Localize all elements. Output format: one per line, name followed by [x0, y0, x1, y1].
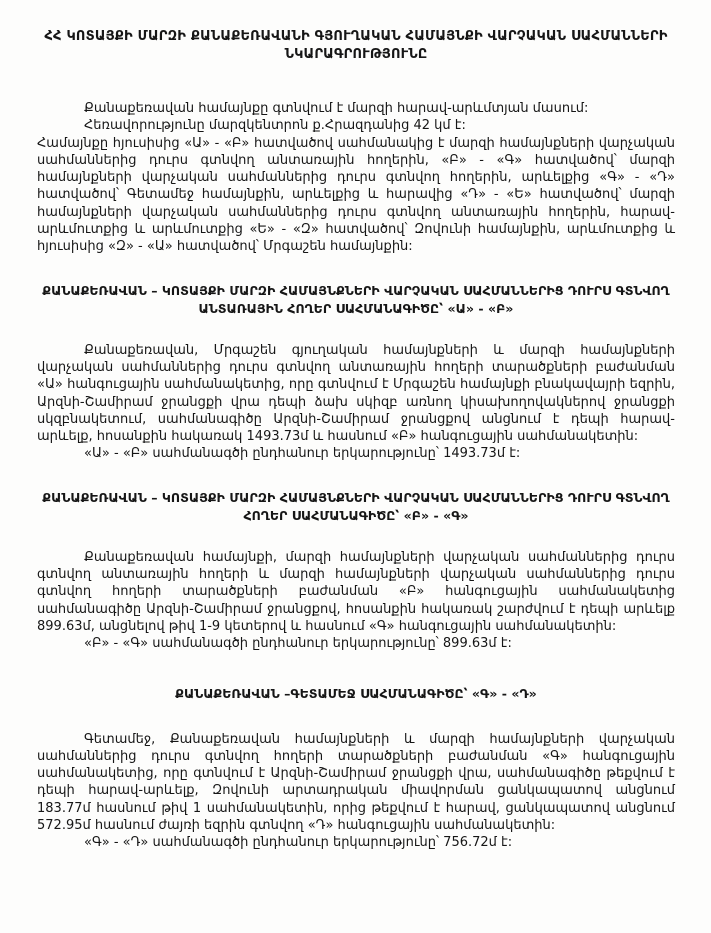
document-title: ՀՀ ԿՈՏԱՅՔԻ ՄԱՐԶԻ ՔԱՆԱՔԵՌԱՎԱՆԻ ԳՅՈՒՂԱԿԱՆ ՀԱՄԱՅՆՔԻ ՎԱՐՉԱԿԱՆ ՍԱՀՄԱՆՆԵՐԻ ՆԿԱՐԱԳՐՈՒԹՅՈՒՆԸ — [44, 29, 668, 62]
section-summary-b-g: «Բ» - «Գ» սահմանագծի ընդհանուր երկարությունը՝ 899.63մ է: — [84, 636, 512, 652]
section-body-b-g: Քանաքեռավան համայնքի, մարզի համայնքների վարչական սահմաններից դուրս գտնվող անտառային հողերի և մարզի համայնքների վարչական սահմաններից դուրս գտնվող հողերի տարածքների բաժանման «Բ» հանգուցային սահմանակետից սահմանագիծը Արզնի-Շամիրամ ջրանցքով, հոսանքին հակառակ շարժվում է դեպի արևելք 899.63մ, անցնելով թիվ 1-9 կետերով և հասնում «Գ» հանգուցային սահմանակետին: — [37, 549, 675, 634]
intro-distance-sentence: Հեռավորությունը մարզկենտրոն ք.Հրազդանից 42 կմ է: — [84, 118, 466, 134]
section-body-a-b: Քանաքեռավան, Մրգաշեն գյուղական համայնքների և մարզի համայնքների վարչական սահմաններից դուրս գտնվող անտառային հողերի տարածքների բաժանման «Ա» հանգուցային սահմանակետից, որը գտնվում է Մրգաշեն համայնքի բնակավայրի եզրին, Արզնի-Շամիրամ ջրանցքի վրա դեպի ձախ սկիզբ առնող կիսախողովակներով ջրանցքի սկզբնակետում, սահմանագիծը Արզնի-Շամիրամ ջրանցքով անցնում է դեպի հարավ-արևելք, հոսանքին հակառակ 1493.73մ և հասնում «Բ» հանգուցային սահմանակետին: — [37, 342, 675, 445]
section-heading-a-b: ՔԱՆԱՔԵՌԱՎԱՆ – ԿՈՏԱՅՔԻ ՄԱՐԶԻ ՀԱՄԱՅՆՔՆԵՐԻ ՎԱՐՉԱԿԱՆ ՍԱՀՄԱՆՆԵՐԻՑ ԴՈՒՐՍ ԳՏՆՎՈՂ ԱՆՏԱՌԱՅԻՆ ՀՈՂԵՐ ՍԱՀՄԱՆԱԳԻԾԸ՝ «Ա» - «Բ» — [42, 282, 670, 316]
section-body-g-d: Գետամեջ, Քանաքեռավան համայնքների և մարզի համայնքների վարչական սահմաններից դուրս գտնվող հողերի տարածքների բաժանման «Գ» հանգուցային սահմանակետից, որը գտնվում է Արզնի-Շամիրամ ջրանցքի վրա, սահմանագիծը թեքվում է դեպի հարավ-արևելք, Զովունի արտադրական միավորման ցանկապատով անցնում 183.77մ հասնում թիվ 1 սահմանակետին, որից թեքվում է հարավ, ցանկապատով անցնում 572.95մ հասնում ժայռի եզրին գտնվող «Դ» հանգուցային սահմանակետին: — [37, 731, 675, 834]
section-heading-b-g: ՔԱՆԱՔԵՌԱՎԱՆ – ԿՈՏԱՅՔԻ ՄԱՐԶԻ ՀԱՄԱՅՆՔՆԵՐԻ ՎԱՐՉԱԿԱՆ ՍԱՀՄԱՆՆԵՐԻՑ ԴՈՒՐՍ ԳՏՆՎՈՂ ՀՈՂԵՐ ՍԱՀՄԱՆԱԳԻԾԸ՝ «Բ» - «Գ» — [42, 489, 670, 523]
intro-borders-paragraph: Համայնքը հյուսիսից «Ա» - «Բ» հատվածով սահմանակից է մարզի համայնքների վարչական սահմաններից դուրս գտնվող անտառային հողերին, «Բ» - «Գ» հատվածով՝ մարզի համայնքների վարչական սահմաններից դուրս գտնվող հողերին, արևելքից «Գ» - «Դ» հատվածով՝ Գետամեջ համայնքին, արևելքից և հարավից «Դ» - «Ե» հատվածով՝ մարզի համայնքների վարչական սահմաններից դուրս գտնվող անտառային հողերին, հարավ-արևմուտքից և արևմուտքից «Ե» - «Զ» հատվածով՝ Զովունի համայնքին, արևմուտքից և հյուսիսից «Զ» - «Ա» հատվածով՝ Մրգաշեն համայնքին: — [37, 135, 675, 255]
section-summary-g-d: «Գ» - «Դ» սահմանագծի ընդհանուր երկարությունը՝ 756.72մ է: — [84, 835, 513, 851]
section-summary-a-b: «Ա» - «Բ» սահմանագծի ընդհանուր երկարությունը՝ 1493.73մ է: — [84, 446, 521, 462]
intro-location-sentence: Քանաքեռավան համայնքը գտնվում է մարզի հարավ-արևմտյան մասում: — [84, 101, 589, 116]
section-heading-g-d: ՔԱՆԱՔԵՌԱՎԱՆ –ԳԵՏԱՄԵՋ ՍԱՀՄԱՆԱԳԻԾԸ՝ «Գ» - «Դ» — [175, 685, 537, 701]
